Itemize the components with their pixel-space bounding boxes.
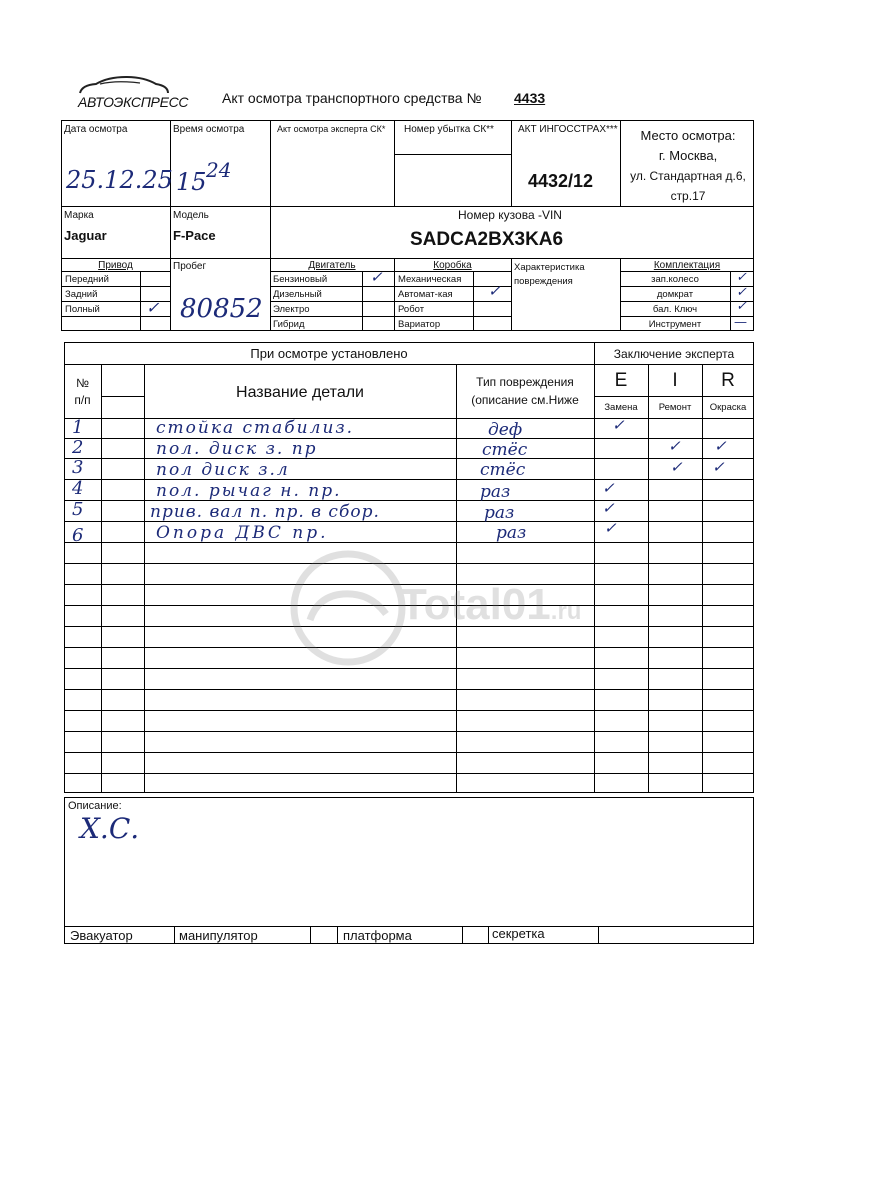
drive-label: Привод xyxy=(98,260,133,271)
document-title: Акт осмотра транспортного средства № xyxy=(222,90,482,106)
description-value: Х.С. xyxy=(80,812,140,845)
engine-hybrid: Гибрид xyxy=(273,319,305,330)
engine-label: Двигатель xyxy=(308,260,356,271)
time-minutes: 24 xyxy=(206,158,232,182)
model-value: F-Pace xyxy=(173,228,216,243)
row-number: 1 xyxy=(72,417,84,438)
place-line1: г. Москва, xyxy=(658,148,718,163)
equipment-spare-wheel: зап.колесо xyxy=(651,274,699,285)
gearbox-auto: Автомат-кая xyxy=(398,289,453,300)
watermark-suffix: .ru xyxy=(550,598,582,625)
row-damage: деф xyxy=(488,420,523,440)
footer-manipulator: манипулятор xyxy=(179,928,258,943)
row-part: прив. вал п. пр. в сбор. xyxy=(150,502,380,522)
row-damage: раз xyxy=(480,482,511,502)
col-damage-type xyxy=(456,373,594,409)
row-damage: раз xyxy=(484,503,515,523)
mileage-label: Пробег xyxy=(173,261,207,272)
row-part: пол. рычаг н. пр. xyxy=(156,481,342,501)
findings-title: При осмотре установлено xyxy=(250,346,408,361)
drive-rear: Задний xyxy=(65,289,98,300)
equipment-wrench: бал. Ключ xyxy=(652,304,698,315)
vin-label: Номер кузова -VIN xyxy=(458,208,562,222)
date-value: 25.12.25 xyxy=(66,166,173,194)
equipment-label: Комплектация xyxy=(653,260,721,271)
gearbox-label: Коробка xyxy=(433,260,472,271)
drive-front: Передний xyxy=(65,274,109,285)
expert-conclusion-title: Заключение эксперта xyxy=(613,347,735,361)
col-paint: Окраска xyxy=(709,402,747,413)
brand-value: Jaguar xyxy=(64,228,107,243)
car-silhouette-icon xyxy=(76,74,172,96)
row-number: 3 xyxy=(72,457,84,478)
row-replace-check: ✓ xyxy=(602,479,615,497)
row-repair-check: ✓ xyxy=(668,437,681,455)
equipment-tools: Инструмент xyxy=(648,319,702,330)
footer-evacuator: Эвакуатор xyxy=(70,928,133,943)
equipment-jack: домкрат xyxy=(656,289,694,300)
equipment-spare-check: ✓ xyxy=(736,270,747,285)
place-block xyxy=(622,126,754,206)
time-hours: 15 xyxy=(176,168,207,196)
vin-value: SADCA2BX3KA6 xyxy=(410,229,564,250)
engine-electric: Электро xyxy=(273,304,310,315)
row-damage: стёс xyxy=(480,460,526,480)
row-part: стойка стабилиз. xyxy=(156,418,355,438)
gearbox-auto-check: ✓ xyxy=(488,282,501,300)
engine-petrol: Бензиновый xyxy=(273,274,328,285)
drive-full: Полный xyxy=(65,304,100,315)
ingos-value: 4432/12 xyxy=(528,171,594,191)
ingos-label: АКТ ИНГОССТРАХ*** xyxy=(518,124,618,135)
mileage-value: 80852 xyxy=(180,294,263,324)
equipment-tools-dash: — xyxy=(734,315,747,330)
row-number: 2 xyxy=(72,437,84,458)
gearbox-cvt: Вариатор xyxy=(398,319,441,330)
col-pp: п/п xyxy=(74,393,91,407)
watermark-logo-icon xyxy=(288,548,408,668)
row-repair-check: ✓ xyxy=(670,458,683,476)
place-label: Место осмотра: xyxy=(640,128,736,143)
row-replace-check: ✓ xyxy=(602,499,615,517)
row-damage: стёс xyxy=(482,440,528,460)
col-replace: Замена xyxy=(604,402,638,413)
footer-secret-nut: секретка xyxy=(492,926,545,941)
drive-full-check: ✓ xyxy=(146,298,160,317)
gearbox-robot: Робот xyxy=(398,304,425,315)
col-i: I xyxy=(672,370,678,391)
footer-platform: платформа xyxy=(343,928,412,943)
gearbox-manual: Механическая xyxy=(398,274,462,285)
place-line2: ул. Стандартная д.6, xyxy=(630,169,746,183)
watermark-text xyxy=(400,580,581,630)
loss-number-label: Номер убытка СК** xyxy=(404,124,494,135)
row-part: пол диск з.л xyxy=(156,460,290,480)
engine-petrol-check: ✓ xyxy=(370,268,383,286)
col-damage-line2: (описание см.Ниже xyxy=(471,393,579,407)
col-r: R xyxy=(721,370,735,391)
engine-diesel: Дизельный xyxy=(273,289,322,300)
col-e: E xyxy=(614,370,628,391)
logo-text: АВТОЭКСПРЕСС xyxy=(78,94,189,110)
expert-act-label: Акт осмотра эксперта СК* xyxy=(277,124,386,134)
row-number: 4 xyxy=(72,478,84,499)
document-number: 4433 xyxy=(514,90,546,106)
row-number: 6 xyxy=(72,525,84,546)
brand-label: Марка xyxy=(64,210,94,221)
row-part: пол. диск з. пр xyxy=(156,439,318,459)
row-replace-check: ✓ xyxy=(604,519,617,537)
col-no: № xyxy=(76,376,89,390)
row-number: 5 xyxy=(72,499,84,520)
damage-char-label: Характеристика повреждения xyxy=(514,262,585,287)
row-replace-check: ✓ xyxy=(612,416,625,434)
col-repair: Ремонт xyxy=(658,402,692,413)
time-label: Время осмотра xyxy=(173,124,245,135)
row-part: Опора ДВС пр. xyxy=(156,523,329,543)
description-label: Описание: xyxy=(68,800,122,812)
row-paint-check: ✓ xyxy=(712,458,725,476)
place-line3: стр.17 xyxy=(670,189,706,203)
col-damage-line1: Тип повреждения xyxy=(476,375,574,389)
row-paint-check: ✓ xyxy=(714,437,727,455)
watermark xyxy=(288,548,598,668)
row-damage: раз xyxy=(496,523,527,543)
col-part-name: Название детали xyxy=(236,384,364,401)
watermark-main: Total01 xyxy=(400,580,551,629)
description-frame xyxy=(64,797,754,944)
equipment-jack-check: ✓ xyxy=(736,285,747,300)
model-label: Модель xyxy=(173,210,209,221)
date-label: Дата осмотра xyxy=(64,124,128,135)
equipment-wrench-check: ✓ xyxy=(736,299,747,314)
company-logo xyxy=(76,74,189,114)
